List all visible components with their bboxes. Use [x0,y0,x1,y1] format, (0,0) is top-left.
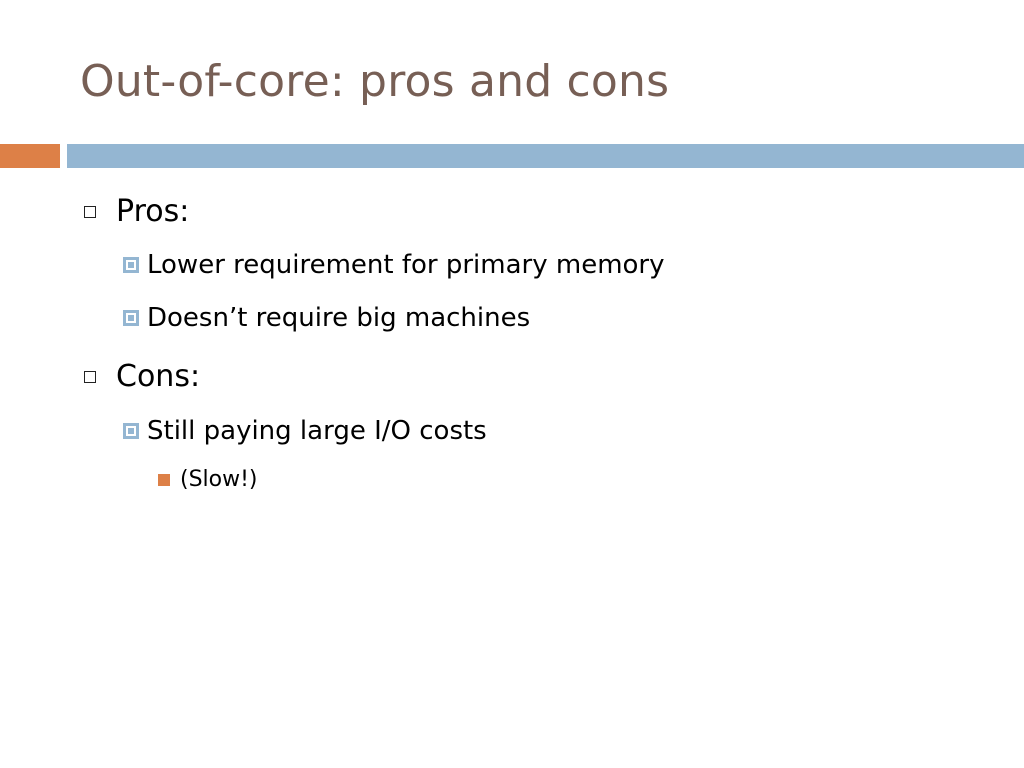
open-square-bullet-icon [84,206,96,218]
bullet-text: Cons: [116,359,201,394]
header-accent-bar-orange [0,144,60,168]
bullet-text: Lower requirement for primary memory [147,250,665,280]
bullet-item-slow [158,467,258,492]
bullet-item-big-machines [123,303,530,333]
bullet-text: Still paying large I/O costs [147,416,487,446]
blue-square-bullet-icon [123,423,139,439]
blue-square-bullet-icon [123,257,139,273]
bullet-item-pros [84,194,189,229]
header-accent-bar-blue [67,144,1024,168]
bullet-item-cons [84,359,200,394]
slide-title: Out-of-core: pros and cons [80,56,670,107]
orange-square-bullet-icon [158,474,170,486]
blue-square-bullet-icon [123,310,139,326]
bullet-text: (Slow!) [180,467,258,492]
bullet-text: Doesn’t require big machines [147,303,531,333]
bullet-item-lower-requirement [123,250,665,280]
bullet-item-io-costs [123,416,487,446]
open-square-bullet-icon [84,371,96,383]
bullet-text: Pros: [116,194,190,229]
